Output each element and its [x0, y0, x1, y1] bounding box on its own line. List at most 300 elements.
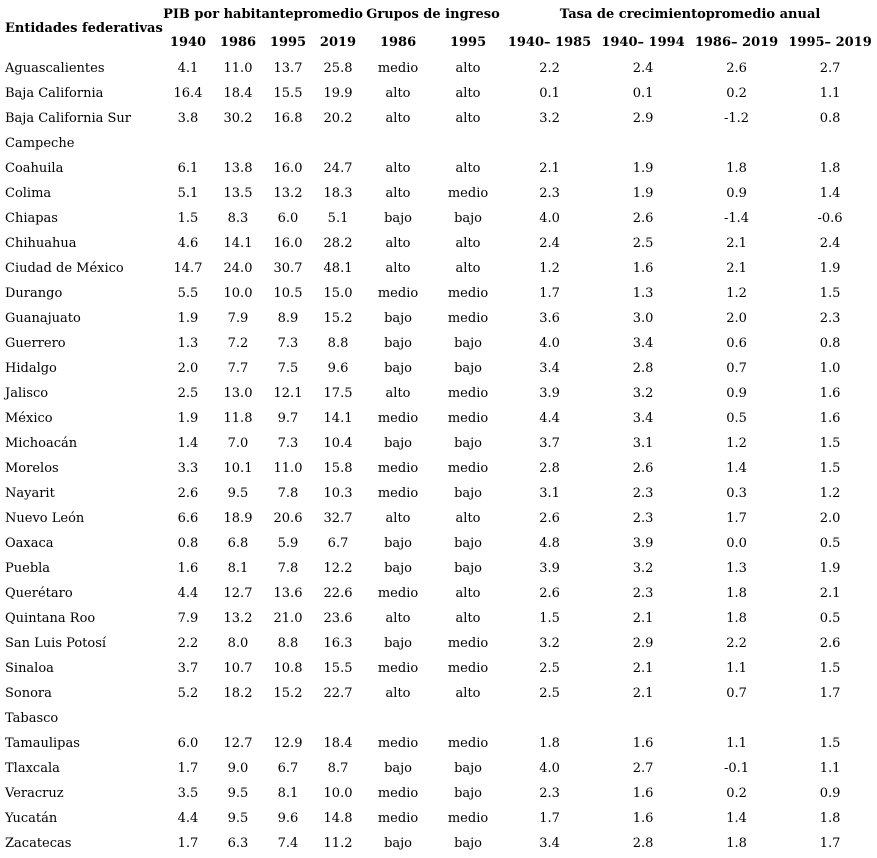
- cell-value: medio: [377, 811, 419, 826]
- cell-value: 0.2: [726, 86, 747, 101]
- cell-value: 7.4: [277, 836, 299, 851]
- cell-value: 2.5: [539, 686, 560, 701]
- cell-value: 6.1: [177, 161, 199, 176]
- cell-value: bajo: [384, 836, 412, 851]
- cell-value: 1.9: [632, 161, 654, 176]
- cell-value: 12.7: [223, 586, 253, 601]
- entity-name: Campeche: [5, 136, 75, 151]
- cell-value: 13.7: [273, 61, 303, 76]
- cell-value: [163, 706, 213, 731]
- cell-value: 7.7: [227, 361, 249, 376]
- cell-value: 8.1: [227, 561, 249, 576]
- entity-name: Oaxaca: [5, 536, 54, 551]
- table-row: [0, 331, 877, 356]
- cell-value: 0.9: [819, 786, 841, 801]
- cell-value: 1.5: [177, 211, 199, 226]
- cell-value: 13.8: [223, 161, 253, 176]
- cell-value: 3.2: [632, 386, 654, 401]
- cell-value: 2.4: [539, 236, 560, 251]
- table-row: [0, 56, 877, 81]
- cell-value: [433, 131, 503, 156]
- cell-value: 1.4: [726, 461, 747, 476]
- cell-value: 15.5: [273, 86, 303, 101]
- cell-value: 9.7: [277, 411, 299, 426]
- entity-name: Querétaro: [5, 586, 73, 601]
- cell-value: 15.8: [323, 461, 353, 476]
- cell-value: medio: [447, 311, 489, 326]
- entity-name: Guerrero: [5, 336, 66, 351]
- cell-value: 10.0: [223, 286, 253, 301]
- cell-value: 1.9: [819, 261, 841, 276]
- cell-value: alto: [455, 686, 481, 701]
- cell-value: 1.8: [726, 836, 747, 851]
- cell-value: 6.0: [177, 736, 199, 751]
- cell-value: alto: [455, 86, 481, 101]
- cell-value: alto: [455, 236, 481, 251]
- cell-value: alto: [385, 686, 411, 701]
- cell-value: 2.0: [177, 361, 199, 376]
- table-body: [0, 56, 877, 856]
- cell-value: 3.8: [177, 111, 199, 126]
- cell-value: 0.7: [726, 686, 747, 701]
- cell-value: 1.1: [726, 736, 747, 751]
- cell-value: 3.2: [632, 561, 654, 576]
- entity-name: Nayarit: [5, 486, 55, 501]
- cell-value: 2.7: [819, 61, 841, 76]
- cell-value: 18.4: [223, 86, 253, 101]
- cell-value: 22.6: [323, 586, 353, 601]
- cell-value: bajo: [384, 561, 412, 576]
- column-header-pib-1940: 1940: [169, 34, 207, 50]
- cell-value: bajo: [454, 361, 482, 376]
- cell-value: bajo: [454, 486, 482, 501]
- column-header-ingreso-1995: 1995: [449, 34, 487, 50]
- cell-value: 3.1: [632, 436, 654, 451]
- cell-value: -1.4: [723, 211, 750, 226]
- table-row: [0, 706, 877, 731]
- cell-value: 6.6: [177, 511, 199, 526]
- cell-value: 1.2: [539, 261, 560, 276]
- cell-value: 0.2: [726, 786, 747, 801]
- cell-value: 0.7: [726, 361, 747, 376]
- cell-value: 10.8: [273, 661, 303, 676]
- table-row: [0, 806, 877, 831]
- cell-value: 15.0: [323, 286, 353, 301]
- cell-value: alto: [455, 111, 481, 126]
- cell-value: 15.5: [323, 661, 353, 676]
- cell-value: [596, 131, 690, 156]
- cell-value: medio: [377, 736, 419, 751]
- header-group-row: [0, 0, 877, 28]
- cell-value: 2.6: [539, 511, 560, 526]
- cell-value: 2.3: [539, 186, 560, 201]
- cell-value: medio: [377, 786, 419, 801]
- entity-name: Colima: [5, 186, 52, 201]
- cell-value: 0.5: [819, 536, 841, 551]
- cell-value: 1.7: [726, 511, 747, 526]
- table-row: [0, 606, 877, 631]
- cell-value: 13.2: [223, 611, 253, 626]
- cell-value: 2.1: [632, 661, 654, 676]
- cell-value: 2.1: [819, 586, 841, 601]
- cell-value: 1.6: [632, 786, 654, 801]
- cell-value: 8.8: [327, 336, 349, 351]
- column-header-entities: Entidades federativas: [5, 20, 163, 36]
- cell-value: 2.5: [177, 386, 199, 401]
- cell-value: 7.5: [277, 361, 299, 376]
- cell-value: 1.3: [726, 561, 747, 576]
- cell-value: 16.3: [323, 636, 353, 651]
- cell-value: 1.7: [539, 811, 560, 826]
- table-row: [0, 656, 877, 681]
- cell-value: [313, 131, 363, 156]
- table-row: [0, 831, 877, 856]
- cell-value: 1.6: [632, 736, 654, 751]
- cell-value: 10.0: [323, 786, 353, 801]
- cell-value: 12.9: [273, 736, 303, 751]
- cell-value: 7.3: [277, 436, 299, 451]
- group-header-tasa: Tasa de crecimientopromedio anual: [559, 6, 821, 22]
- cell-value: 7.0: [227, 436, 249, 451]
- cell-value: [690, 706, 783, 731]
- cell-value: 1.6: [632, 811, 654, 826]
- cell-value: 15.2: [273, 686, 303, 701]
- cell-value: 1.8: [726, 586, 747, 601]
- table-row: [0, 556, 877, 581]
- cell-value: medio: [377, 661, 419, 676]
- table-header: [0, 0, 877, 56]
- cell-value: 0.9: [726, 186, 747, 201]
- cell-value: 9.6: [327, 361, 349, 376]
- cell-value: bajo: [384, 436, 412, 451]
- group-header-ingreso: Grupos de ingreso: [366, 6, 500, 22]
- cell-value: medio: [447, 661, 489, 676]
- entity-name: Aguascalientes: [5, 61, 105, 76]
- cell-value: 7.8: [277, 561, 299, 576]
- cell-value: medio: [377, 411, 419, 426]
- cell-value: [783, 706, 877, 731]
- cell-value: 18.9: [223, 511, 253, 526]
- cell-value: bajo: [384, 536, 412, 551]
- cell-value: alto: [385, 611, 411, 626]
- entity-name: Michoacán: [5, 436, 78, 451]
- entity-name: Puebla: [5, 561, 51, 576]
- cell-value: bajo: [454, 786, 482, 801]
- cell-value: 7.2: [227, 336, 249, 351]
- cell-value: 16.0: [273, 161, 303, 176]
- cell-value: 2.1: [726, 261, 747, 276]
- cell-value: 1.5: [819, 436, 841, 451]
- cell-value: 10.7: [223, 661, 253, 676]
- cell-value: 17.5: [323, 386, 353, 401]
- cell-value: 21.0: [273, 611, 303, 626]
- cell-value: 0.1: [632, 86, 654, 101]
- cell-value: medio: [447, 636, 489, 651]
- cell-value: 5.5: [177, 286, 199, 301]
- cell-value: 3.0: [632, 311, 654, 326]
- cell-value: 3.7: [539, 436, 560, 451]
- cell-value: 2.4: [632, 61, 654, 76]
- cell-value: 22.7: [323, 686, 353, 701]
- table-row: [0, 306, 877, 331]
- cell-value: 2.1: [726, 236, 747, 251]
- cell-value: 1.7: [177, 836, 199, 851]
- cell-value: 1.8: [819, 811, 841, 826]
- cell-value: 2.6: [177, 486, 199, 501]
- cell-value: 9.5: [227, 811, 249, 826]
- cell-value: 9.0: [227, 761, 249, 776]
- cell-value: [596, 706, 690, 731]
- entity-name: Baja California Sur: [5, 111, 131, 126]
- column-header-ingreso-1986: 1986: [379, 34, 417, 50]
- cell-value: 2.6: [632, 211, 654, 226]
- cell-value: bajo: [384, 211, 412, 226]
- table-row: [0, 681, 877, 706]
- cell-value: 3.3: [177, 461, 199, 476]
- table-row: [0, 731, 877, 756]
- table-row: [0, 756, 877, 781]
- table-row: [0, 781, 877, 806]
- column-header-tasa-1940-1994: 1940– 1994: [601, 34, 685, 50]
- cell-value: 10.3: [323, 486, 353, 501]
- cell-value: [503, 706, 596, 731]
- cell-value: 18.4: [323, 736, 353, 751]
- entity-name: Sonora: [5, 686, 52, 701]
- cell-value: 3.2: [539, 636, 560, 651]
- cell-value: 10.1: [223, 461, 253, 476]
- cell-value: 1.8: [726, 161, 747, 176]
- cell-value: medio: [447, 811, 489, 826]
- cell-value: alto: [385, 261, 411, 276]
- cell-value: 1.2: [726, 286, 747, 301]
- cell-value: 20.6: [273, 511, 303, 526]
- table-row: [0, 506, 877, 531]
- cell-value: medio: [447, 186, 489, 201]
- cell-value: alto: [455, 261, 481, 276]
- cell-value: 0.3: [726, 486, 747, 501]
- cell-value: alto: [385, 161, 411, 176]
- cell-value: -1.2: [723, 111, 750, 126]
- cell-value: 4.4: [539, 411, 560, 426]
- cell-value: 6.3: [227, 836, 249, 851]
- table-row: [0, 231, 877, 256]
- cell-value: bajo: [454, 536, 482, 551]
- cell-value: 2.5: [632, 236, 654, 251]
- cell-value: -0.6: [817, 211, 843, 226]
- cell-value: medio: [377, 461, 419, 476]
- cell-value: 3.7: [177, 661, 199, 676]
- cell-value: 30.7: [273, 261, 303, 276]
- cell-value: [263, 131, 313, 156]
- table-row: [0, 256, 877, 281]
- table-row: [0, 431, 877, 456]
- cell-value: 7.9: [227, 311, 249, 326]
- cell-value: bajo: [384, 361, 412, 376]
- cell-value: 0.8: [177, 536, 199, 551]
- cell-value: bajo: [454, 836, 482, 851]
- table-row: [0, 106, 877, 131]
- entity-name: Yucatán: [5, 811, 58, 826]
- cell-value: 3.6: [539, 311, 560, 326]
- cell-value: 11.2: [323, 836, 353, 851]
- cell-value: 1.7: [177, 761, 199, 776]
- cell-value: 0.5: [819, 611, 841, 626]
- cell-value: 4.0: [539, 761, 560, 776]
- cell-value: 23.6: [323, 611, 353, 626]
- cell-value: [363, 706, 433, 731]
- cell-value: 2.7: [632, 761, 654, 776]
- cell-value: 1.6: [819, 386, 841, 401]
- cell-value: 2.8: [632, 836, 654, 851]
- cell-value: 1.5: [819, 736, 841, 751]
- cell-value: 2.3: [632, 511, 654, 526]
- cell-value: 0.8: [819, 111, 841, 126]
- cell-value: [263, 706, 313, 731]
- cell-value: 11.0: [273, 461, 303, 476]
- cell-value: 4.1: [177, 61, 199, 76]
- cell-value: 5.2: [177, 686, 199, 701]
- cell-value: 8.7: [327, 761, 349, 776]
- cell-value: 1.8: [726, 611, 747, 626]
- cell-value: 1.3: [177, 336, 199, 351]
- cell-value: 14.8: [323, 811, 353, 826]
- cell-value: 1.1: [819, 761, 841, 776]
- column-header-tasa-1995-2019: 1995– 2019: [788, 34, 872, 50]
- cell-value: 0.5: [726, 411, 747, 426]
- cell-value: 1.6: [177, 561, 199, 576]
- cell-value: alto: [455, 61, 481, 76]
- table-row: [0, 481, 877, 506]
- cell-value: 14.1: [223, 236, 253, 251]
- cell-value: 13.5: [223, 186, 253, 201]
- cell-value: 9.5: [227, 486, 249, 501]
- cell-value: alto: [385, 511, 411, 526]
- cell-value: medio: [447, 411, 489, 426]
- cell-value: alto: [455, 586, 481, 601]
- cell-value: bajo: [454, 561, 482, 576]
- cell-value: 2.6: [726, 61, 747, 76]
- cell-value: 1.9: [632, 186, 654, 201]
- column-header-tasa-1940-1985: 1940– 1985: [507, 34, 592, 50]
- cell-value: 3.9: [539, 561, 560, 576]
- group-header-pib: PIB por habitantepromedio: [163, 6, 363, 22]
- cell-value: 3.4: [539, 836, 560, 851]
- cell-value: bajo: [384, 636, 412, 651]
- cell-value: 2.2: [726, 636, 747, 651]
- cell-value: 16.4: [173, 86, 203, 101]
- cell-value: 8.8: [277, 636, 299, 651]
- entity-name: Coahuila: [5, 161, 64, 176]
- cell-value: 8.1: [277, 786, 299, 801]
- cell-value: 12.2: [323, 561, 353, 576]
- cell-value: 4.0: [539, 211, 560, 226]
- cell-value: 3.4: [632, 411, 654, 426]
- cell-value: [313, 706, 363, 731]
- cell-value: 8.3: [227, 211, 249, 226]
- cell-value: 2.1: [539, 161, 560, 176]
- entity-name: Tamaulipas: [5, 736, 80, 751]
- cell-value: medio: [377, 286, 419, 301]
- cell-value: 3.4: [632, 336, 654, 351]
- cell-value: 2.3: [539, 786, 560, 801]
- cell-value: 1.5: [539, 611, 560, 626]
- cell-value: 10.4: [323, 436, 353, 451]
- cell-value: 5.1: [327, 211, 349, 226]
- cell-value: 2.3: [819, 311, 841, 326]
- entity-name: Chihuahua: [5, 236, 77, 251]
- cell-value: 6.8: [227, 536, 249, 551]
- cell-value: 5.9: [277, 536, 299, 551]
- cell-value: 1.7: [819, 836, 841, 851]
- entity-name: Baja California: [5, 86, 104, 101]
- cell-value: 6.7: [277, 761, 299, 776]
- cell-value: bajo: [454, 336, 482, 351]
- cell-value: 2.2: [539, 61, 560, 76]
- cell-value: bajo: [384, 761, 412, 776]
- cell-value: 2.8: [632, 361, 654, 376]
- table-row: [0, 581, 877, 606]
- cell-value: alto: [385, 186, 411, 201]
- cell-value: 2.3: [632, 586, 654, 601]
- cell-value: 4.4: [177, 586, 199, 601]
- table-row: [0, 206, 877, 231]
- cell-value: 8.0: [227, 636, 249, 651]
- cell-value: 16.8: [273, 111, 303, 126]
- cell-value: medio: [447, 461, 489, 476]
- cell-value: 7.9: [177, 611, 199, 626]
- cell-value: 4.0: [539, 336, 560, 351]
- cell-value: alto: [455, 611, 481, 626]
- cell-value: 20.2: [323, 111, 353, 126]
- cell-value: alto: [385, 86, 411, 101]
- table-row: [0, 356, 877, 381]
- cell-value: 30.2: [223, 111, 253, 126]
- cell-value: 13.2: [273, 186, 303, 201]
- cell-value: 1.6: [819, 411, 841, 426]
- cell-value: 3.9: [539, 386, 560, 401]
- cell-value: bajo: [384, 336, 412, 351]
- cell-value: medio: [447, 736, 489, 751]
- entity-name: Durango: [5, 286, 63, 301]
- cell-value: 1.5: [819, 461, 841, 476]
- cell-value: medio: [377, 61, 419, 76]
- cell-value: [503, 131, 596, 156]
- cell-value: -0.1: [723, 761, 750, 776]
- cell-value: bajo: [384, 311, 412, 326]
- cell-value: [213, 706, 263, 731]
- cell-value: 1.0: [819, 361, 841, 376]
- cell-value: 48.1: [323, 261, 353, 276]
- entity-name: Nuevo León: [5, 511, 85, 526]
- cell-value: 11.0: [223, 61, 253, 76]
- table-row: [0, 156, 877, 181]
- cell-value: 1.6: [632, 261, 654, 276]
- cell-value: 3.4: [539, 361, 560, 376]
- cell-value: 16.0: [273, 236, 303, 251]
- cell-value: 14.1: [323, 411, 353, 426]
- cell-value: 0.6: [726, 336, 747, 351]
- entity-name: Tlaxcala: [5, 761, 60, 776]
- cell-value: 3.5: [177, 786, 199, 801]
- cell-value: 1.7: [819, 686, 841, 701]
- entity-name: México: [5, 411, 53, 426]
- table-row: [0, 181, 877, 206]
- cell-value: alto: [385, 236, 411, 251]
- cell-value: 2.1: [632, 686, 654, 701]
- table-row: [0, 281, 877, 306]
- cell-value: 6.0: [277, 211, 299, 226]
- cell-value: 3.1: [539, 486, 560, 501]
